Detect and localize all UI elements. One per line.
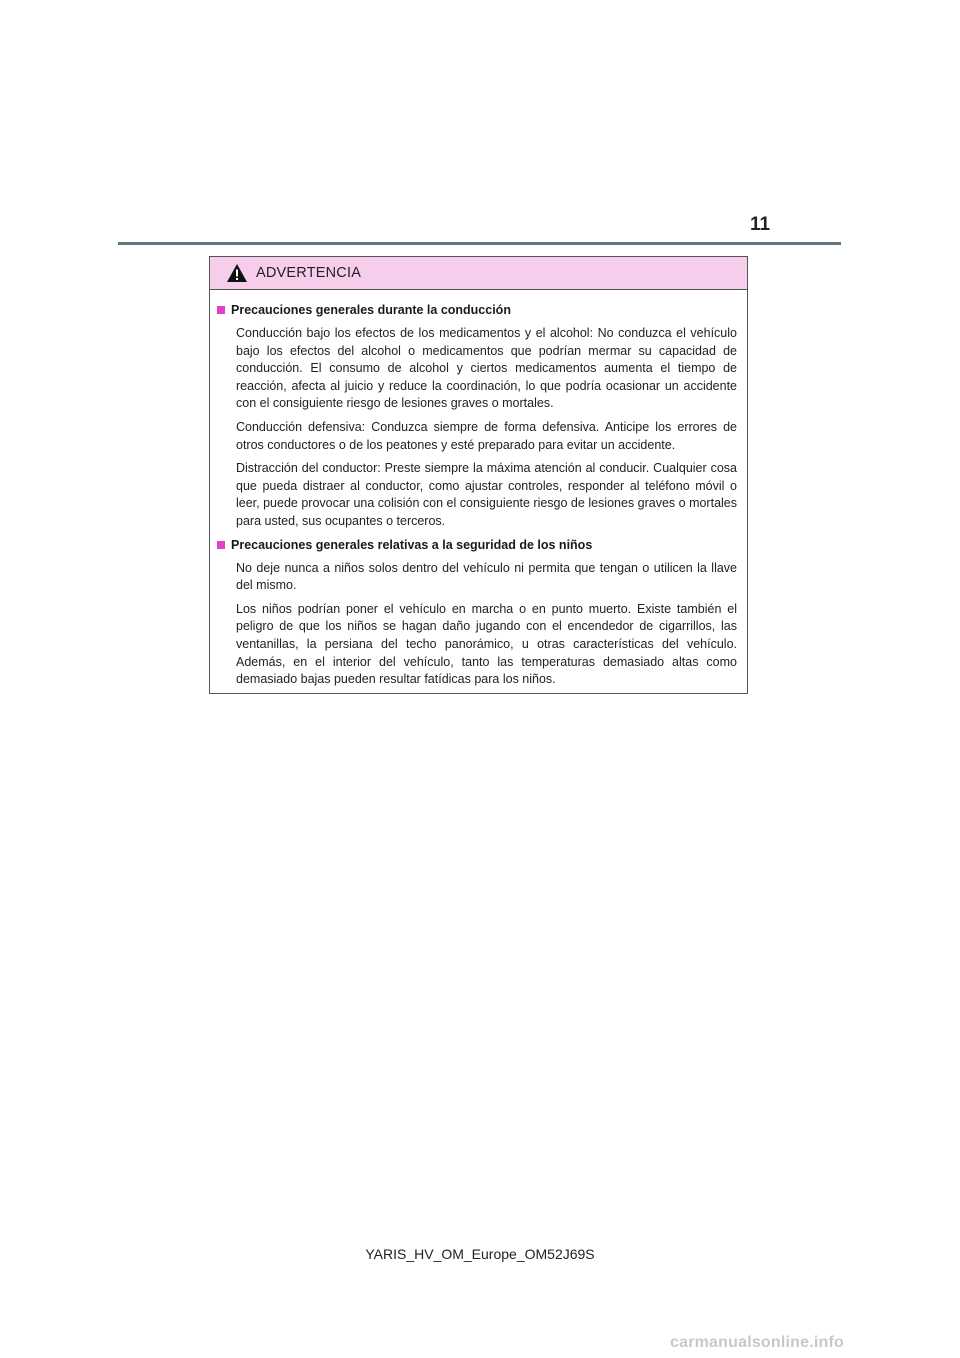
warning-title: ADVERTENCIA: [256, 265, 362, 281]
warning-header: [210, 257, 747, 290]
section-heading-text: Precauciones generales durante la conducción: [231, 303, 511, 317]
paragraph-defensive: Conducción defensiva: Conduzca siempre de forma defensiva. Anticipe los errores de otros conductores o de los peatones y esté preparado para evitar un accidente.: [236, 419, 737, 452]
section-heading-driving: [217, 302, 737, 319]
warning-body: [210, 290, 747, 689]
paragraph-children-danger: Los niños podrían poner el vehículo en marcha o en punto muerto. Existe también el peligro de que los niños se hagan daño jugando con el encendedor de cigarrillos, las ventanillas, la persiana del techo panorámico, u otras características del vehículo. Además, en el interior del vehículo, tanto las temperaturas demasiado altas como demasiado bajas pueden resultar fatídicas para los niños.: [236, 601, 737, 687]
warning-box: [209, 256, 748, 694]
section-heading-text: Precauciones generales relativas a la seguridad de los niños: [231, 537, 593, 552]
pink-square-bullet-icon: [217, 541, 225, 549]
watermark: carmanualsonline.info: [670, 1334, 845, 1351]
paragraph-children-alone: No deje nunca a niños solos dentro del vehículo ni permita que tengan o utilicen la llave del mismo.: [236, 560, 737, 593]
page-number: 11: [749, 214, 771, 235]
warning-triangle-icon: [226, 263, 248, 283]
header-rule: [118, 242, 841, 245]
footer-document-id: YARIS_HV_OM_Europe_OM52J69S: [365, 1246, 595, 1262]
paragraph-distraction: Distracción del conductor: Preste siempre la máxima atención al conducir. Cualquier cosa que pueda distraer al conductor, como ajustar controles, responder al teléfono móvil o leer, puede provocar una colisión con el consiguiente riesgo de lesiones graves o mortales para usted, sus ocupantes o terceros.: [236, 461, 737, 528]
section-heading-children: [217, 537, 737, 554]
pink-square-bullet-icon: [217, 306, 225, 314]
paragraph-alcohol: Conducción bajo los efectos de los medicamentos y el alcohol: No conduzca el vehículo bajo los efectos del alcohol o medicamentos que podrían mermar su capacidad de conducción. El consumo de alcohol y ciertos medicamentos aumenta el tiempo de reacción, afecta al juicio y reduce la coordinación, lo que podría ocasionar un accidente con el consiguiente riesgo de lesiones graves o mortales.: [236, 326, 737, 411]
